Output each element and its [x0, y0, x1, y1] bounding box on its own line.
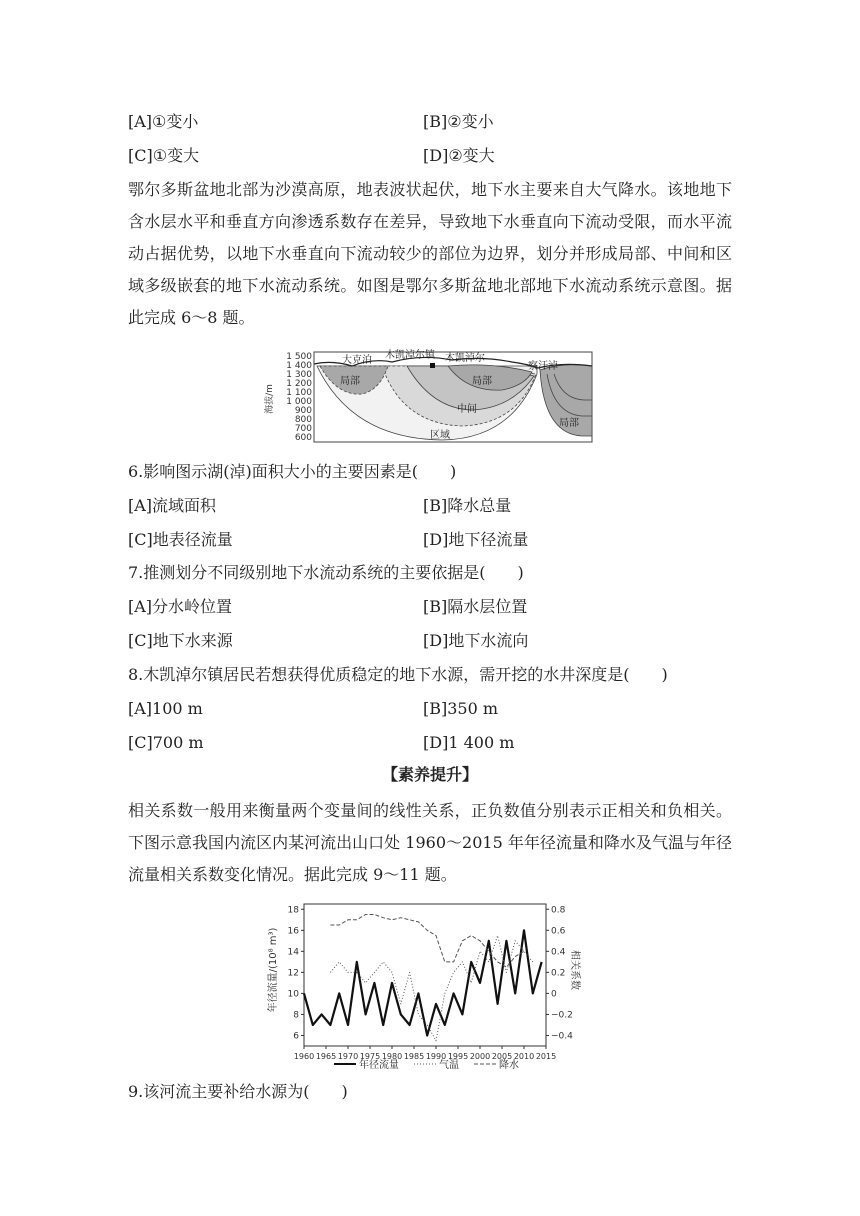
- ytick: 1 400: [286, 361, 312, 371]
- ytick: 700: [294, 424, 312, 434]
- q7-option-d: [D]地下水流向: [423, 631, 529, 650]
- q6-option-c: [C]地表径流量: [128, 530, 233, 549]
- y-left-tick-label: 6: [293, 1031, 299, 1042]
- label-local-3: 局部: [559, 418, 579, 429]
- x-tick-label: 1965: [315, 1052, 337, 1061]
- label-town: 木凯淖尔镇: [385, 350, 435, 361]
- q7-option-c: [C]地下水来源: [128, 631, 233, 650]
- ytick: 800: [294, 415, 312, 425]
- q8-option-c: [C]700 m: [128, 733, 204, 752]
- x-tick-label: 2005: [491, 1052, 513, 1061]
- label-region: 区域: [430, 430, 450, 441]
- q8-option-a: [A]100 m: [128, 699, 203, 718]
- y-axis-label: 海拔/m: [265, 384, 275, 414]
- intro-paragraph-2: 相关系数一般用来衡量两个变量间的线性关系，正负数值分别表示正相关和负相关。下图示意我国内流区内某河流出山口处 1960～2015 年年径流量和降水及气温与年径流量相关系数变化情况。据此完成 9～11 题。: [128, 801, 732, 884]
- ytick: 600: [294, 433, 312, 443]
- legend-runoff-label: 年径流量: [359, 1060, 399, 1071]
- label-chahannao: 察汗淖: [528, 361, 558, 372]
- section-title: 【素养提升】: [381, 765, 478, 784]
- series-line-2: [330, 915, 524, 968]
- ytick: 1 200: [286, 379, 312, 389]
- q6-stem: 6.影响图示湖(淖)面积大小的主要因素是( ): [128, 462, 457, 481]
- legend-precip-label: 降水: [499, 1060, 519, 1071]
- x-tick-label: 1995: [447, 1052, 469, 1061]
- q7-option-a: [A]分水岭位置: [128, 597, 233, 616]
- q6-option-a: [A]流域面积: [128, 496, 217, 515]
- town-marker-icon: [430, 363, 435, 368]
- y-right-tick-label: −0.2: [551, 1010, 573, 1021]
- label-dakebo: 大克泊: [342, 355, 372, 366]
- ytick: 1 300: [286, 370, 312, 380]
- series-line-0: [304, 930, 542, 1035]
- y-right-tick-label: 0.2: [551, 968, 566, 979]
- label-mukainaoer: 木凯淖尔: [445, 353, 485, 364]
- q8-option-d: [D]1 400 m: [423, 733, 515, 752]
- x-tick-label: 1970: [337, 1052, 359, 1061]
- ytick: 1 500: [286, 352, 312, 362]
- y-right-tick-label: 0: [551, 989, 557, 1000]
- legend-temp-label: 气温: [439, 1060, 459, 1071]
- x-tick-label: 2015: [535, 1052, 557, 1061]
- y-right-tick-label: 0.6: [551, 926, 566, 937]
- label-local-2: 局部: [472, 376, 492, 387]
- groundwater-diagram: [262, 344, 594, 446]
- x-tick-label: 1960: [293, 1052, 315, 1061]
- y-axis-right-label: 相关系数: [569, 950, 580, 990]
- q5-option-b: [B]②变小: [423, 112, 494, 131]
- intro-paragraph-1: 鄂尔多斯盆地北部为沙漠高原，地表波状起伏，地下水主要来自大气降水。该地地下含水层水平和垂直方向渗透系数存在差异，导致地下水垂直向下流动受限，而水平流动占据优势，以地下水垂直向下流动较少的部位为边界，划分并形成局部、中间和区域多级嵌套的地下水流动系统。如图是鄂尔多斯盆地北部地下水流动系统示意图。据此完成 6～8 题。: [128, 180, 732, 327]
- x-tick-label: 2000: [469, 1052, 491, 1061]
- ytick: 1 100: [286, 388, 312, 398]
- y-left-tick-label: 12: [287, 968, 299, 979]
- q7-option-b: [B]隔水层位置: [423, 597, 528, 616]
- x-tick-label: 1980: [381, 1052, 403, 1061]
- q5-option-a: [A]①变小: [128, 112, 199, 131]
- x-tick-label: 1990: [425, 1052, 447, 1061]
- y-left-tick-label: 8: [293, 1010, 299, 1021]
- y-right-tick-label: 0.4: [551, 947, 566, 958]
- y-left-tick-label: 10: [287, 989, 299, 1000]
- q8-stem: 8.木凯淖尔镇居民若想获得优质稳定的地下水源，需开挖的水井深度是( ): [128, 665, 668, 684]
- label-local-1: 局部: [340, 376, 360, 387]
- x-tick-label: 1985: [403, 1052, 425, 1061]
- q5-option-c: [C]①变大: [128, 146, 200, 165]
- label-middle: 中间: [457, 404, 477, 415]
- q6-option-d: [D]地下径流量: [423, 530, 529, 549]
- q9-stem: 9.该河流主要补给水源为( ): [128, 1082, 348, 1101]
- y-right-tick-label: −0.4: [551, 1031, 573, 1042]
- y-right-tick-label: 0.8: [551, 905, 566, 916]
- y-left-tick-label: 16: [287, 926, 299, 937]
- ytick: 900: [294, 406, 312, 416]
- x-tick-label: 1975: [359, 1052, 381, 1061]
- y-left-tick-label: 18: [287, 905, 299, 916]
- q8-option-b: [B]350 m: [423, 699, 499, 718]
- q7-stem: 7.推测划分不同级别地下水流动系统的主要依据是( ): [128, 563, 524, 582]
- x-tick-label: 2010: [513, 1052, 535, 1061]
- q6-option-b: [B]降水总量: [423, 496, 512, 515]
- q5-option-d: [D]②变大: [423, 146, 495, 165]
- y-left-tick-label: 14: [287, 947, 299, 958]
- runoff-correlation-chart: [264, 894, 584, 1072]
- y-axis-left-label: 年径流量/(10⁸ m³): [268, 927, 279, 1013]
- ytick: 1 000: [286, 397, 312, 407]
